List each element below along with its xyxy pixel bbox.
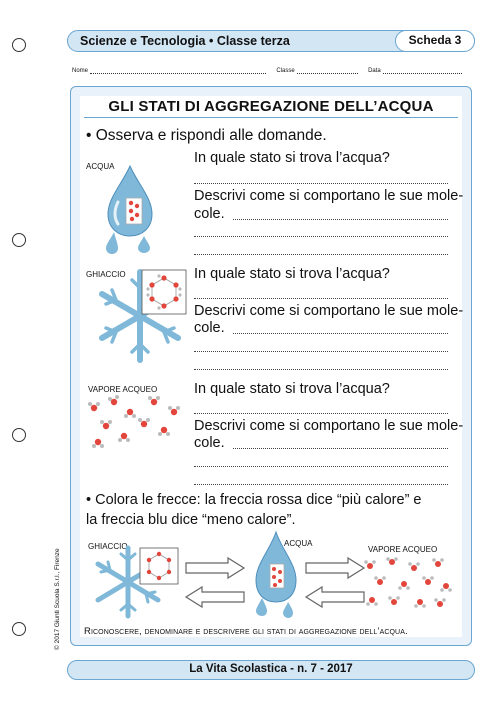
arrow-water-to-vapor[interactable] (304, 557, 366, 579)
question-water-molecules-cont: cole. (194, 206, 225, 222)
instruction-color-arrows: • Colora le frecce: la freccia rossa dice “più calore” e (86, 492, 422, 508)
question-ice-molecules-cont: cole. (194, 320, 225, 336)
question-water-state: In quale stato si trova l’acqua? (194, 150, 390, 166)
answer-line[interactable] (194, 351, 448, 352)
diagram-water-label: ACQUA (284, 539, 313, 548)
vapor-molecules-illustration (86, 394, 186, 454)
question-vapor-molecules-cont: cole. (194, 435, 225, 451)
question-water-molecules: Descrivi come si comportano le sue mole- (194, 188, 464, 204)
diagram-ice-label: GHIACCIO (88, 542, 128, 551)
binder-hole-4 (12, 622, 26, 636)
copyright-notice: © 2017 Giunti Scuola S.r.l., Firenze (54, 548, 61, 650)
page-title: GLI STATI DI AGGREGAZIONE DELL’ACQUA (108, 98, 434, 115)
diagram-vapor-molecules (362, 556, 452, 612)
answer-line[interactable] (194, 466, 448, 467)
water-drop-illustration (92, 162, 172, 254)
answer-line[interactable] (194, 413, 448, 414)
header-bar (67, 30, 475, 52)
question-vapor-state: In quale stato si trova l’acqua? (194, 381, 390, 397)
question-ice-state: In quale stato si trova l’acqua? (194, 266, 390, 282)
diagram-snowflake (88, 540, 188, 620)
diagram-water-drop (246, 530, 306, 622)
title-divider (84, 117, 458, 118)
answer-line[interactable] (194, 484, 448, 485)
student-fields (72, 68, 472, 74)
sheet-tab: Scheda 3 (395, 30, 475, 52)
question-ice-molecules: Descrivi come si comportano le sue mole- (194, 303, 464, 319)
learning-objective: Riconoscere, denominare e descrivere gli stati di aggregazione dell’acqua. (84, 626, 408, 637)
snowflake-illustration (90, 266, 190, 366)
vapor-label: VAPORE ACQUEO (88, 385, 158, 394)
water-label: ACQUA (86, 162, 115, 171)
answer-line[interactable] (233, 219, 448, 220)
binder-hole-2 (12, 233, 26, 247)
class-label: Classe (276, 68, 295, 74)
answer-line[interactable] (194, 254, 448, 255)
answer-line[interactable] (194, 236, 448, 237)
binder-hole-3 (12, 428, 26, 442)
ice-label: GHIACCIO (86, 270, 126, 279)
question-vapor-molecules: Descrivi come si comportano le sue mole- (194, 418, 464, 434)
answer-line[interactable] (194, 298, 448, 299)
diagram-vapor-label: VAPORE ACQUEO (368, 545, 438, 554)
date-label: Data (368, 68, 381, 74)
footer-bar: La Vita Scolastica - n. 7 - 2017 (67, 660, 475, 680)
instruction-color-arrows-cont: la freccia blu dice “meno calore”. (86, 512, 296, 528)
answer-line[interactable] (233, 448, 448, 449)
arrow-ice-to-water[interactable] (184, 557, 246, 579)
name-label: Nome (72, 68, 89, 74)
class-field[interactable] (297, 68, 358, 74)
name-field[interactable] (90, 68, 266, 74)
answer-line[interactable] (233, 333, 448, 334)
header-subject: Scienze e Tecnologia • Classe terza (80, 34, 290, 48)
binder-hole-1 (12, 38, 26, 52)
answer-line[interactable] (194, 183, 448, 184)
arrow-water-to-ice[interactable] (184, 586, 246, 608)
answer-line[interactable] (194, 369, 448, 370)
arrow-vapor-to-water[interactable] (304, 586, 366, 608)
date-field[interactable] (383, 68, 462, 74)
instruction-observe: • Osserva e rispondi alle domande. (86, 127, 327, 144)
